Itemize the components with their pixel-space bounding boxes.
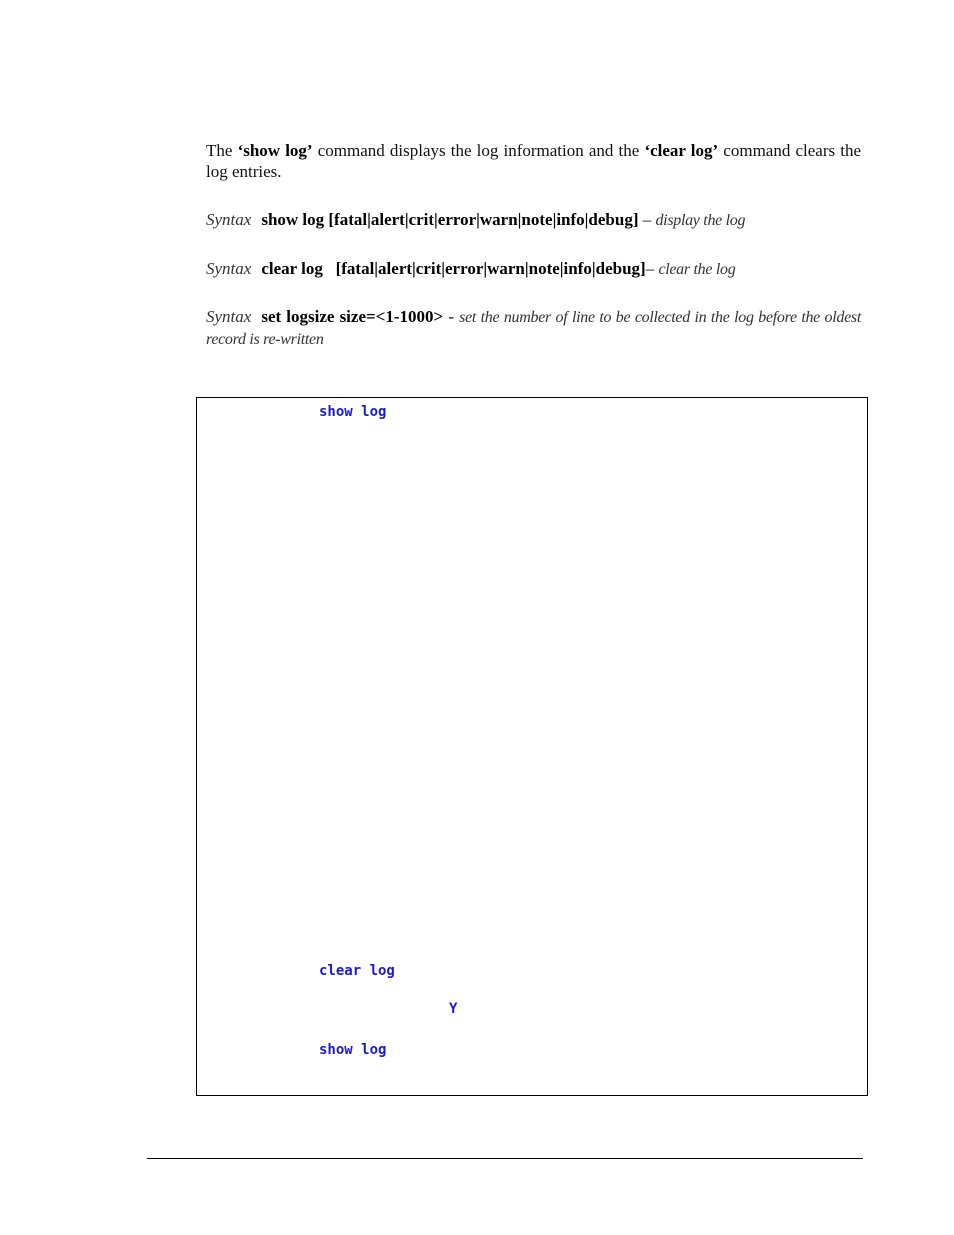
syntax-show-log xyxy=(206,209,861,231)
intro-paragraph xyxy=(206,140,861,182)
console-confirm-answer: Y xyxy=(449,1001,458,1017)
console-command-show-log: show log xyxy=(319,404,387,420)
syntax-command: show log [fatal|alert|crit|error|warn|note|info|debug] xyxy=(261,210,639,229)
console-command-show-log-again: show log xyxy=(319,1042,387,1058)
syntax-separator: – xyxy=(645,259,659,278)
syntax-label: Syntax xyxy=(206,259,252,278)
console-example-box xyxy=(196,397,868,1096)
syntax-separator: - xyxy=(443,307,460,326)
intro-text-1: The xyxy=(206,141,238,160)
console-command-clear-log: clear log xyxy=(319,963,395,979)
syntax-command: clear log [fatal|alert|crit|error|warn|note|info|debug] xyxy=(261,259,646,278)
intro-text-2: command displays the log information and the xyxy=(312,141,645,160)
show-log-term: ‘show log’ xyxy=(237,141,313,160)
syntax-clear-log xyxy=(206,258,861,280)
clear-log-term: ‘clear log’ xyxy=(644,141,719,160)
syntax-label: Syntax xyxy=(206,307,252,326)
syntax-description: set the number of line to be collected in the log before the oldest record is re-written xyxy=(206,309,861,348)
footer-rule xyxy=(147,1158,863,1159)
syntax-set-logsize xyxy=(206,306,861,350)
syntax-label: Syntax xyxy=(206,210,252,229)
syntax-description: clear the log xyxy=(658,261,736,278)
intro-text-3: command clears the log entries. xyxy=(206,141,861,181)
syntax-separator: – xyxy=(638,210,656,229)
syntax-description: display the log xyxy=(655,212,746,229)
syntax-command: set logsize size=<1-1000> xyxy=(261,307,444,326)
